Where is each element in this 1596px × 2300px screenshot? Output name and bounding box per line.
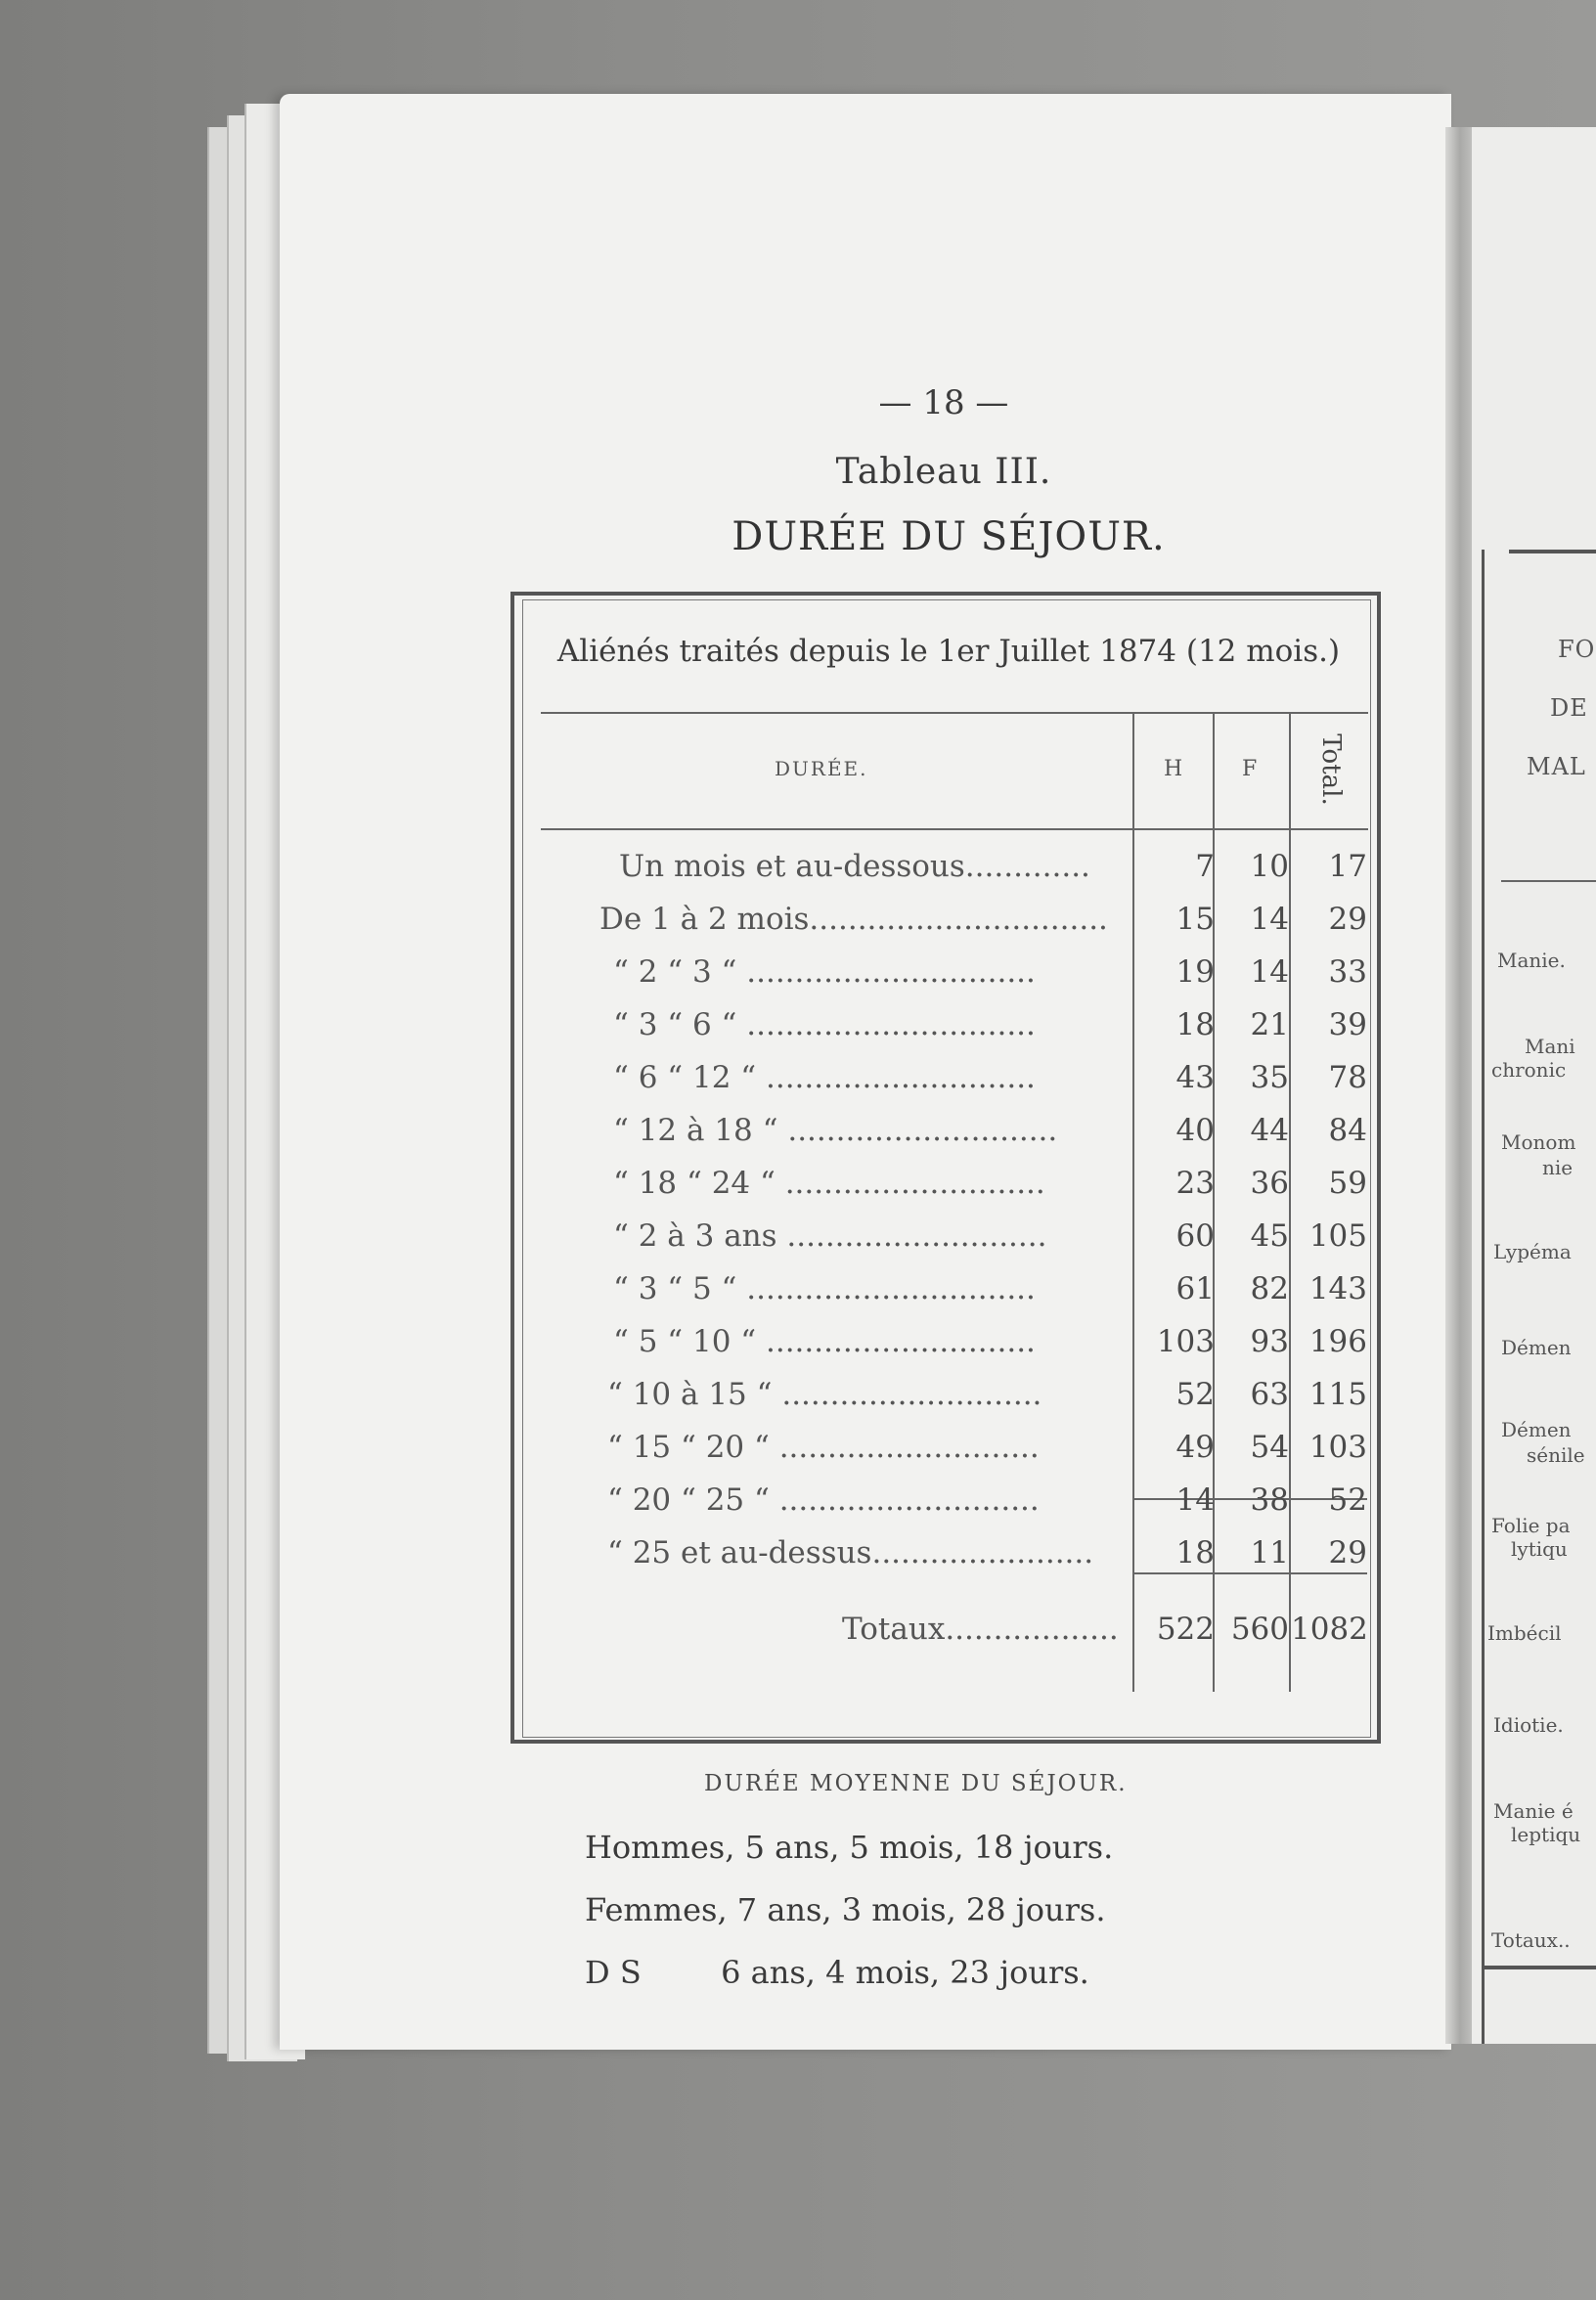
- right-row-label: Manie.: [1497, 949, 1566, 972]
- book-gutter: [1445, 127, 1475, 2044]
- cell-f: 93: [1250, 1324, 1289, 1359]
- table-row: [543, 954, 1367, 999]
- cell-f: 54: [1250, 1430, 1289, 1465]
- cell-f: 36: [1250, 1166, 1289, 1201]
- row-label: “ 2 à 3 ans ...........................: [613, 1218, 1047, 1254]
- cell-h: 49: [1175, 1430, 1215, 1465]
- cell-total: 78: [1328, 1060, 1367, 1095]
- header-duree: DURÉE.: [775, 757, 868, 780]
- table-title: Tableau III.: [835, 452, 1052, 492]
- cell-h: 52: [1175, 1377, 1215, 1412]
- table-row: [543, 1166, 1367, 1211]
- rule: [1501, 880, 1596, 882]
- header-h: H: [1164, 757, 1185, 781]
- right-row-label: Folie pa: [1491, 1514, 1571, 1537]
- page-number: — 18 —: [878, 383, 1009, 422]
- header-f: F: [1242, 757, 1260, 781]
- row-label: “ 2 “ 3 “ ..............................: [613, 954, 1036, 990]
- cell-h: 14: [1175, 1482, 1215, 1518]
- total-f: 560: [1230, 1612, 1289, 1647]
- rule: [1482, 1966, 1596, 1969]
- cell-total: 52: [1328, 1482, 1367, 1518]
- cell-h: 7: [1195, 849, 1215, 884]
- table-row: [543, 1007, 1367, 1052]
- rule: [1509, 550, 1596, 553]
- row-label: Un mois et au-dessous.............: [619, 849, 1090, 884]
- cell-f: 10: [1250, 849, 1289, 884]
- right-row-label: Démen: [1501, 1418, 1572, 1441]
- rule: [541, 828, 1368, 830]
- row-label: “ 3 “ 5 “ ..............................: [613, 1271, 1036, 1306]
- table-row: [543, 1324, 1367, 1369]
- cell-f: 14: [1250, 902, 1289, 937]
- row-label: “ 15 “ 20 “ ...........................: [607, 1430, 1040, 1465]
- cell-f: 45: [1250, 1218, 1289, 1254]
- right-row-label: Lypéma: [1493, 1240, 1572, 1263]
- right-row-label: Imbécil: [1487, 1621, 1562, 1645]
- cell-f: 82: [1250, 1271, 1289, 1306]
- right-header-line: FO: [1558, 636, 1596, 663]
- cell-h: 60: [1175, 1218, 1215, 1254]
- table-row: [543, 1535, 1367, 1580]
- cell-h: 19: [1175, 954, 1215, 990]
- right-row-label: sénile: [1527, 1443, 1585, 1467]
- table-caption: Aliénés traités depuis le 1er Juillet 1874 (12 mois.): [556, 634, 1341, 669]
- table-row: [543, 1218, 1367, 1263]
- cell-f: 63: [1250, 1377, 1289, 1412]
- table-row: [543, 1060, 1367, 1105]
- row-label: “ 3 “ 6 “ ..............................: [613, 1007, 1036, 1042]
- table-row: [543, 1113, 1367, 1158]
- average-total: D S 6 ans, 4 mois, 23 jours.: [585, 1954, 1089, 1991]
- totals-label: Totaux..................: [842, 1612, 1119, 1647]
- totals-row: [543, 1612, 1368, 1657]
- total-h: 522: [1156, 1612, 1215, 1647]
- cell-total: 196: [1308, 1324, 1367, 1359]
- table-row: [543, 1377, 1367, 1422]
- right-header-line: MAL: [1527, 753, 1586, 780]
- cell-total: 59: [1328, 1166, 1367, 1201]
- row-label: “ 5 “ 10 “ ............................: [613, 1324, 1036, 1359]
- right-row-label: Mani: [1525, 1035, 1575, 1058]
- right-header-line: DE: [1550, 694, 1588, 722]
- cell-f: 38: [1250, 1482, 1289, 1518]
- header-total: Total.: [1316, 733, 1346, 806]
- right-row-label: leptiqu: [1511, 1823, 1581, 1846]
- right-row-label: Totaux..: [1491, 1928, 1571, 1952]
- table-row: [543, 1430, 1367, 1475]
- right-row-label: chronic: [1491, 1058, 1567, 1082]
- row-label: “ 12 à 18 “ ............................: [613, 1113, 1058, 1148]
- row-label: “ 6 “ 12 “ ............................: [613, 1060, 1036, 1095]
- cell-total: 29: [1328, 902, 1367, 937]
- cell-total: 105: [1308, 1218, 1367, 1254]
- cell-total: 115: [1308, 1377, 1367, 1412]
- table-row: [543, 1482, 1367, 1527]
- cell-total: 17: [1328, 849, 1367, 884]
- cell-h: 23: [1175, 1166, 1215, 1201]
- right-page: [1472, 127, 1596, 2044]
- average-title: DURÉE MOYENNE DU SÉJOUR.: [704, 1771, 1128, 1796]
- average-men: Hommes, 5 ans, 5 mois, 18 jours.: [585, 1829, 1114, 1866]
- cell-total: 39: [1328, 1007, 1367, 1042]
- row-label: “ 18 “ 24 “ ...........................: [613, 1166, 1045, 1201]
- cell-h: 40: [1175, 1113, 1215, 1148]
- cell-h: 103: [1156, 1324, 1215, 1359]
- right-row-label: Manie é: [1493, 1799, 1574, 1823]
- table-row: [543, 849, 1367, 894]
- cell-f: 35: [1250, 1060, 1289, 1095]
- cell-h: 15: [1175, 902, 1215, 937]
- cell-f: 14: [1250, 954, 1289, 990]
- row-label: De 1 à 2 mois...............................: [599, 902, 1108, 937]
- cell-h: 18: [1175, 1535, 1215, 1570]
- cell-total: 103: [1308, 1430, 1367, 1465]
- cell-total: 33: [1328, 954, 1367, 990]
- right-row-label: lytiqu: [1511, 1537, 1568, 1561]
- section-title: DURÉE DU SÉJOUR.: [732, 514, 1166, 559]
- cell-h: 61: [1175, 1271, 1215, 1306]
- cell-total: 143: [1308, 1271, 1367, 1306]
- row-label: “ 20 “ 25 “ ...........................: [607, 1482, 1040, 1518]
- right-row-label: Monom: [1501, 1130, 1576, 1154]
- table-row: [543, 1271, 1367, 1316]
- average-women: Femmes, 7 ans, 3 mois, 28 jours.: [585, 1891, 1106, 1928]
- rule: [1482, 550, 1485, 2044]
- cell-h: 18: [1175, 1007, 1215, 1042]
- rule: [541, 712, 1368, 714]
- right-row-label: Démen: [1501, 1336, 1572, 1359]
- cell-total: 29: [1328, 1535, 1367, 1570]
- cell-total: 84: [1328, 1113, 1367, 1148]
- cell-f: 44: [1250, 1113, 1289, 1148]
- total-all: 1082: [1291, 1612, 1368, 1647]
- right-row-label: nie: [1542, 1156, 1574, 1179]
- row-label: “ 25 et au-dessus.......................: [607, 1535, 1094, 1570]
- cell-h: 43: [1175, 1060, 1215, 1095]
- table-row: [543, 902, 1367, 947]
- cell-f: 11: [1250, 1535, 1289, 1570]
- row-label: “ 10 à 15 “ ...........................: [607, 1377, 1042, 1412]
- cell-f: 21: [1250, 1007, 1289, 1042]
- right-row-label: Idiotie.: [1493, 1713, 1564, 1737]
